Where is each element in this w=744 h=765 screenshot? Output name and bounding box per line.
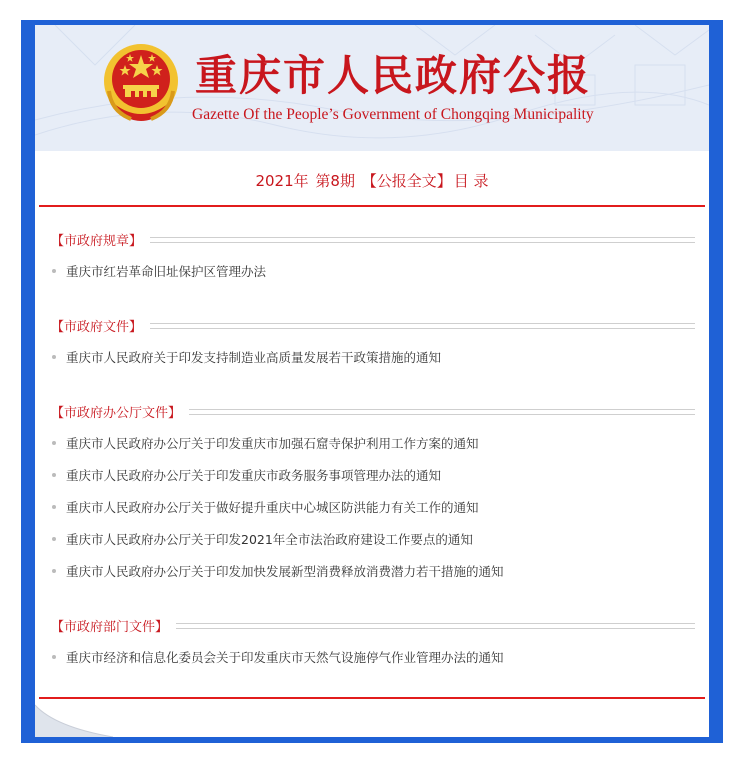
gazette-subtitle-en: Gazette Of the People’s Government of Chongqing Municipality bbox=[192, 106, 594, 123]
article-link[interactable]: 重庆市人民政府办公厅关于印发2021年全市法治政府建设工作要点的通知 bbox=[52, 530, 473, 548]
issue-number: 第8期 bbox=[315, 172, 355, 190]
bullet-icon bbox=[52, 655, 56, 659]
section-rule bbox=[150, 323, 695, 329]
bullet-icon bbox=[52, 537, 56, 541]
contents-label: 目 录 bbox=[453, 172, 489, 190]
section-header bbox=[51, 229, 695, 249]
issue-line bbox=[35, 170, 709, 191]
gazette-page bbox=[35, 25, 709, 737]
page-curl-icon bbox=[35, 697, 115, 737]
section-title: 【市政府文件】 bbox=[51, 319, 143, 335]
article-link[interactable]: 重庆市人民政府办公厅关于印发加快发展新型消费释放消费潜力若干措施的通知 bbox=[52, 562, 504, 580]
full-text-link[interactable]: 【公报全文】 bbox=[361, 172, 452, 190]
bullet-icon bbox=[52, 355, 56, 359]
bullet-icon bbox=[52, 269, 56, 273]
section-title: 【市政府部门文件】 bbox=[51, 619, 169, 635]
blue-frame bbox=[21, 20, 723, 743]
article-link[interactable]: 重庆市人民政府办公厅关于做好提升重庆中心城区防洪能力有关工作的通知 bbox=[52, 498, 479, 516]
section-rule bbox=[189, 409, 695, 415]
section-rule bbox=[150, 237, 695, 243]
national-emblem-icon bbox=[101, 41, 181, 125]
article-link[interactable]: 重庆市经济和信息化委员会关于印发重庆市天然气设施停气作业管理办法的通知 bbox=[52, 648, 504, 666]
bullet-icon bbox=[52, 441, 56, 445]
section-title: 【市政府规章】 bbox=[51, 233, 143, 249]
bottom-divider bbox=[39, 697, 705, 699]
article-link[interactable]: 重庆市人民政府办公厅关于印发重庆市加强石窟寺保护利用工作方案的通知 bbox=[52, 434, 479, 452]
article-link[interactable]: 重庆市人民政府办公厅关于印发重庆市政务服务事项管理办法的通知 bbox=[52, 466, 441, 484]
section-rule bbox=[176, 623, 695, 629]
gazette-header bbox=[35, 25, 709, 151]
section-header bbox=[51, 615, 695, 635]
gazette-title: 重庆市人民政府公报 bbox=[195, 51, 592, 100]
bullet-icon bbox=[52, 569, 56, 573]
article-link[interactable]: 重庆市人民政府关于印发支持制造业高质量发展若干政策措施的通知 bbox=[52, 348, 441, 366]
section-title: 【市政府办公厅文件】 bbox=[51, 405, 182, 421]
issue-year: 2021年 bbox=[255, 172, 309, 190]
article-link[interactable]: 重庆市红岩革命旧址保护区管理办法 bbox=[52, 262, 266, 280]
section-header bbox=[51, 315, 695, 335]
bullet-icon bbox=[52, 505, 56, 509]
bullet-icon bbox=[52, 473, 56, 477]
top-divider bbox=[39, 205, 705, 207]
section-header bbox=[51, 401, 695, 421]
